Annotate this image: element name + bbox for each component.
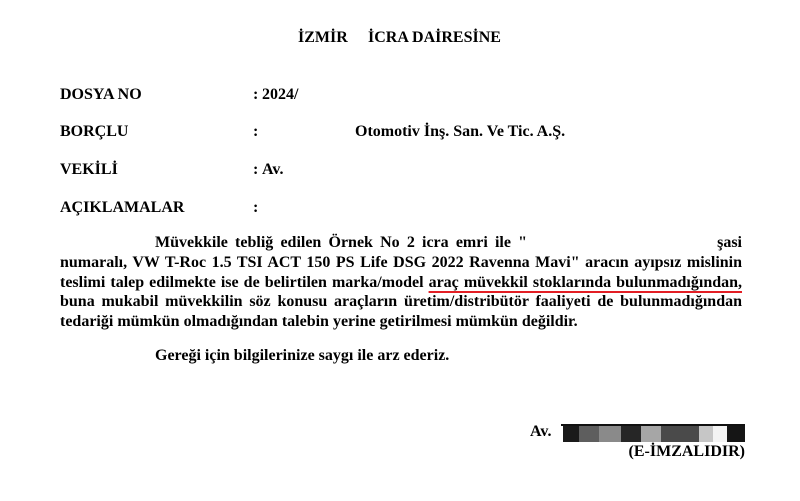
paragraph-line-5: tedariği mümkün olmadığından talebin yerine getirilmesi mümkün değildir.: [60, 313, 578, 330]
field-label: VEKİLİ: [60, 161, 118, 178]
field-label: BORÇLU: [60, 123, 129, 140]
signature-title: Av.: [530, 423, 552, 440]
explanation-paragraph: [60, 233, 742, 332]
field-row-vekili: [60, 160, 760, 180]
field-value: Av.: [262, 161, 284, 178]
paragraph-line-3-text: teslimi talep edilmekte ise de belirtilen marka/model: [60, 273, 424, 291]
e-signature-note: (E-İMZALIDIR): [628, 443, 745, 460]
field-value: Otomotiv İnş. San. Ve Tic. A.Ş.: [355, 123, 566, 140]
field-separator: :: [253, 123, 259, 140]
title-office: İCRA DAİRESİNE: [368, 29, 501, 46]
chassis-word: şasi: [717, 234, 742, 251]
underlined-phrase: araç müvekkil stoklarında bulunmadığından,: [428, 273, 743, 291]
closing-sentence: Gereği için bilgilerinize saygı ile arz ederiz.: [155, 347, 450, 364]
paragraph-line-3: [60, 273, 742, 293]
field-label: AÇIKLAMALAR: [60, 199, 185, 216]
paragraph-line-4: buna mukabil müvekkilin söz konusu araçların üretim/distribütör faaliyeti de bulunmadığından: [60, 293, 742, 311]
field-separator: :: [253, 86, 259, 103]
paragraph-line-1: [60, 233, 742, 253]
paragraph-line-2: numaralı, VW T-Roc 1.5 TSI ACT 150 PS Life DSG 2022 Ravenna Mavi" aracın ayıpsız mislinin: [60, 253, 742, 271]
title-city: İZMİR: [298, 29, 348, 46]
field-row-dosya-no: [60, 85, 760, 105]
field-label: DOSYA NO: [60, 86, 142, 103]
field-separator: :: [253, 199, 259, 216]
field-separator: :: [253, 161, 259, 178]
paragraph-line-1-text: Müvekkile tebliğ edilen Örnek No 2 icra emri ile ": [155, 234, 527, 251]
field-value: 2024/: [262, 86, 299, 103]
field-row-borclu: [60, 122, 760, 142]
field-row-aciklamalar: [60, 198, 760, 218]
redacted-name-block: [561, 424, 745, 442]
